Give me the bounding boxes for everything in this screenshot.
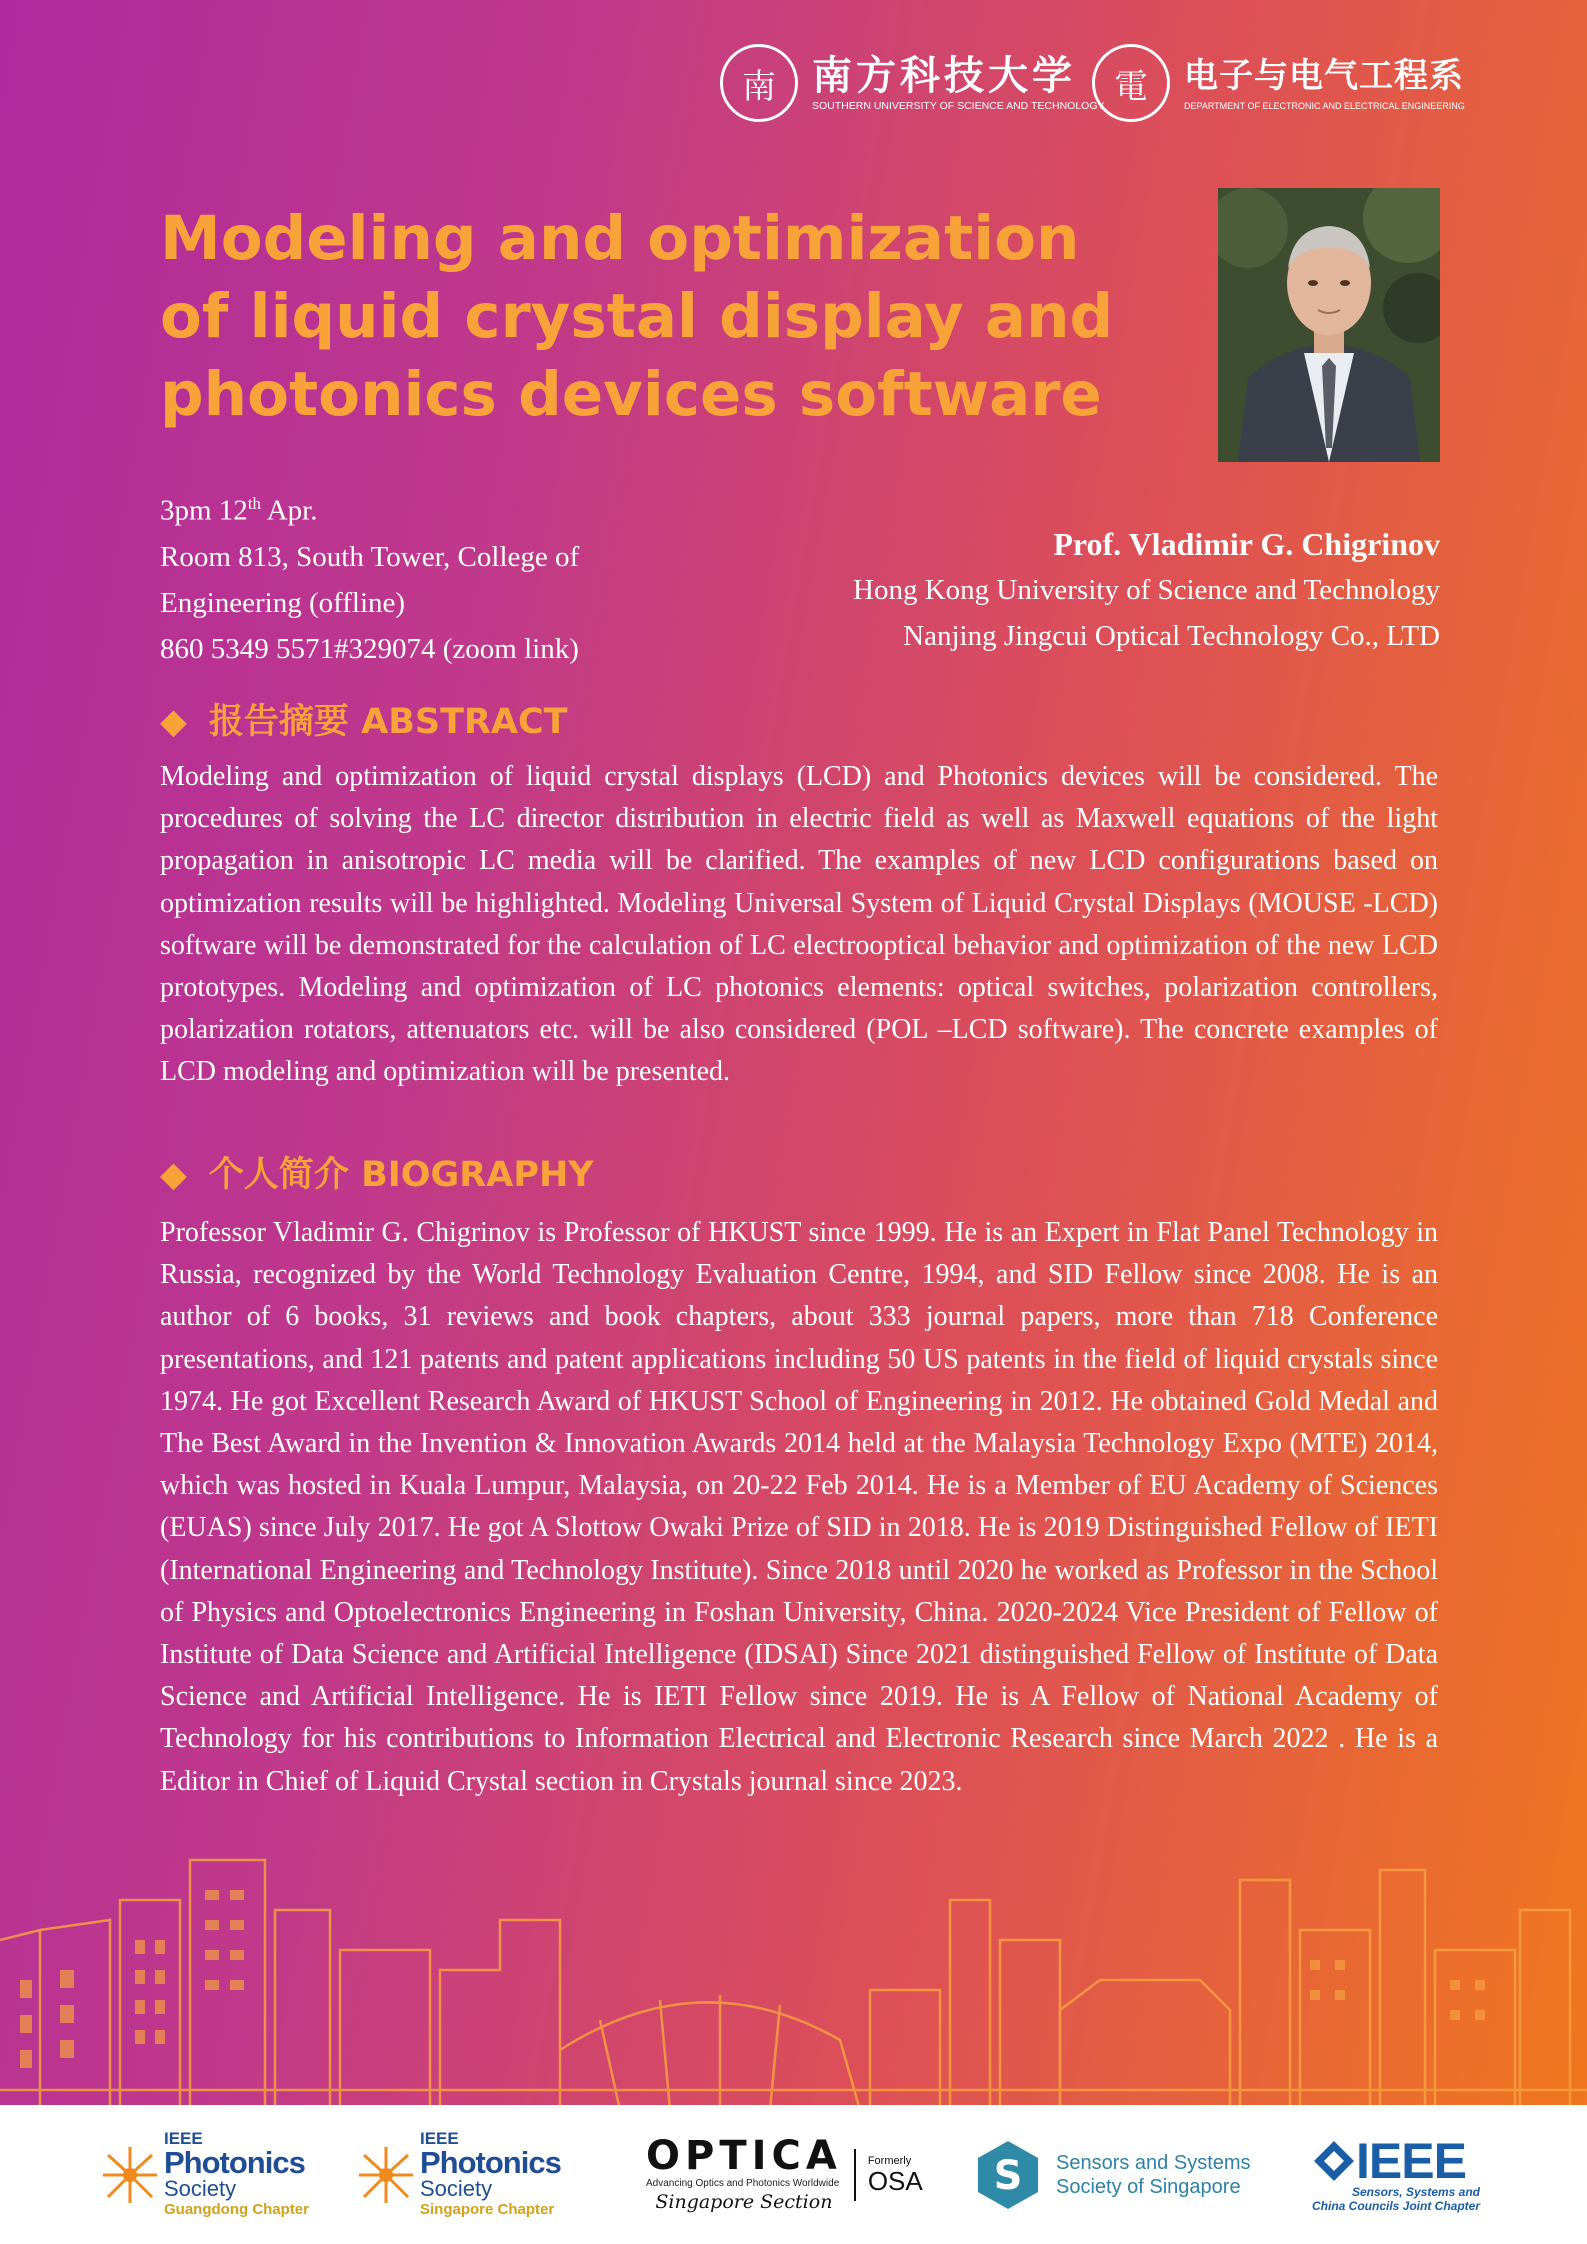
abstract-heading	[160, 697, 568, 747]
ieee-photonics-guangdong-logo: IEEE Photonics Society Guangdong Chapter	[102, 2105, 309, 2244]
speaker-portrait-illustration	[1218, 188, 1440, 462]
speaker-affiliation: Nanjing Jingcui Optical Technology Co., LTD	[903, 620, 1440, 652]
speaker-name: Prof. Vladimir G. Chigrinov	[1053, 526, 1440, 562]
event-time: 3pm 12th Apr.	[160, 494, 318, 527]
ieee-diamond-icon	[1312, 2139, 1356, 2183]
department-logo	[1092, 38, 1465, 128]
sustech-name-cn: 南方科技大学	[812, 52, 1076, 99]
biography-heading	[160, 1150, 594, 1200]
sustech-logo	[720, 38, 1105, 128]
biography-heading-text: 个人简介 BIOGRAPHY	[208, 1155, 594, 1195]
city-skyline-graphic	[0, 1840, 1587, 2110]
svg-text:S: S	[993, 2152, 1023, 2199]
department-name-en: DEPARTMENT OF ELECTRONIC AND ELECTRICAL ENGINEERING	[1184, 101, 1465, 111]
title-line: of liquid crystal display and	[160, 281, 1114, 352]
photonics-burst-icon	[102, 2145, 158, 2205]
diamond-bullet-icon: ◆	[160, 1155, 187, 1195]
optica-logo: OPTICA Advancing Optics and Photonics Worldwide Singapore Section Formerly OSA	[646, 2133, 923, 2213]
zoom-link[interactable]: 860 5349 5571#329074 (zoom link)	[160, 632, 579, 665]
sponsor-footer	[0, 2105, 1587, 2244]
event-location: Engineering (offline)	[160, 586, 406, 619]
talk-title	[160, 200, 1160, 434]
department-seal-icon: 電	[1092, 44, 1170, 122]
event-location: Room 813, South Tower, College of	[160, 540, 580, 573]
department-name-cn: 电子与电气工程系	[1184, 56, 1464, 96]
hexagon-s-icon	[972, 2139, 1044, 2211]
ieee-council-logo: IEEE Sensors, Systems and China Councils Joint Chapter	[1312, 2132, 1481, 2213]
title-line: Modeling and optimization	[160, 203, 1080, 274]
event-details	[160, 481, 579, 672]
sustech-seal-icon: 南	[720, 44, 798, 122]
ieee-photonics-singapore-logo: IEEE Photonics Society Singapore Chapter	[358, 2105, 561, 2244]
divider	[854, 2149, 856, 2201]
abstract-text: Modeling and optimization of liquid crystal displays (LCD) and Photonics devices will be considered. The procedures of solving the LC director distribution in electric field as well as Maxwell equations of the light propagation in anisotropic LC media will be clarified. The examples of new LCD configurations based on optimization results will be highlighted. Modeling Universal System of Liquid Crystal Displays (MOUSE -LCD) software will be demonstrated for the calculation of LC electrooptical behavior and optimization of the new LCD prototypes. Modeling and optimization of LC photonics elements: optical switches, polarization controllers, polarization rotators, attenuators etc. will be also considered (POL –LCD software). The concrete examples of LCD modeling and optimization will be presented.	[160, 761, 1438, 1088]
speaker-info	[853, 521, 1440, 659]
biography-text: Professor Vladimir G. Chigrinov is Professor of HKUST since 1999. He is an Expert in Flat Panel Technology in Russia, recognized by the World Technology Evaluation Centre, 1994, and SID Fellow since 2008. He is an author of 6 books, 31 reviews and book chapters, about 333 journal papers, more than 718 Conference presentations, and 121 patents and patent applications including 50 US patents in the field of liquid crystals since 1974. He got Excellent Research Award of HKUST School of Engineering in 2012. He obtained Gold Medal and The Best Award in the Invention & Innovation Awards 2014 held at the Malaysia Technology Expo (MTE) 2014, which was hosted in Kuala Lumpur, Malaysia, on 20-22 Feb 2014. He is a Member of EU Academy of Sciences (EUAS) since July 2017. He got A Slottow Owaki Prize of SID in 2018. He is 2019 Distinguished Fellow of IETI (International Engineering and Technology Institute). Since 2018 until 2020 he worked as Professor in the School of Physics and Optoelectronics Engineering in Foshan University, China. 2020-2024 Vice President of Fellow of Institute of Data Science and Artificial Intelligence (IDSAI) Since 2021 distinguished Fellow of Institute of Data Science and Artificial Intelligence. He is IETI Fellow since 2019. He is A Fellow of National Academy of Technology for his contributions to Information Electrical and Electronic Research since March 2022 . He is a Editor in Chief of Liquid Crystal section in Crystals journal since 2023.	[160, 1217, 1438, 1797]
photonics-burst-icon	[358, 2145, 414, 2205]
speaker-affiliation: Hong Kong University of Science and Technology	[853, 574, 1440, 606]
sustech-name-en: SOUTHERN UNIVERSITY OF SCIENCE AND TECHNOLOGY	[812, 100, 1105, 112]
abstract-heading-text: 报告摘要 ABSTRACT	[208, 702, 568, 742]
diamond-bullet-icon: ◆	[160, 702, 187, 742]
title-line: photonics devices software	[160, 359, 1102, 430]
sensors-systems-society-logo: S Sensors and Systems Society of Singapore	[972, 2105, 1251, 2244]
speaker-photo	[1218, 188, 1440, 462]
